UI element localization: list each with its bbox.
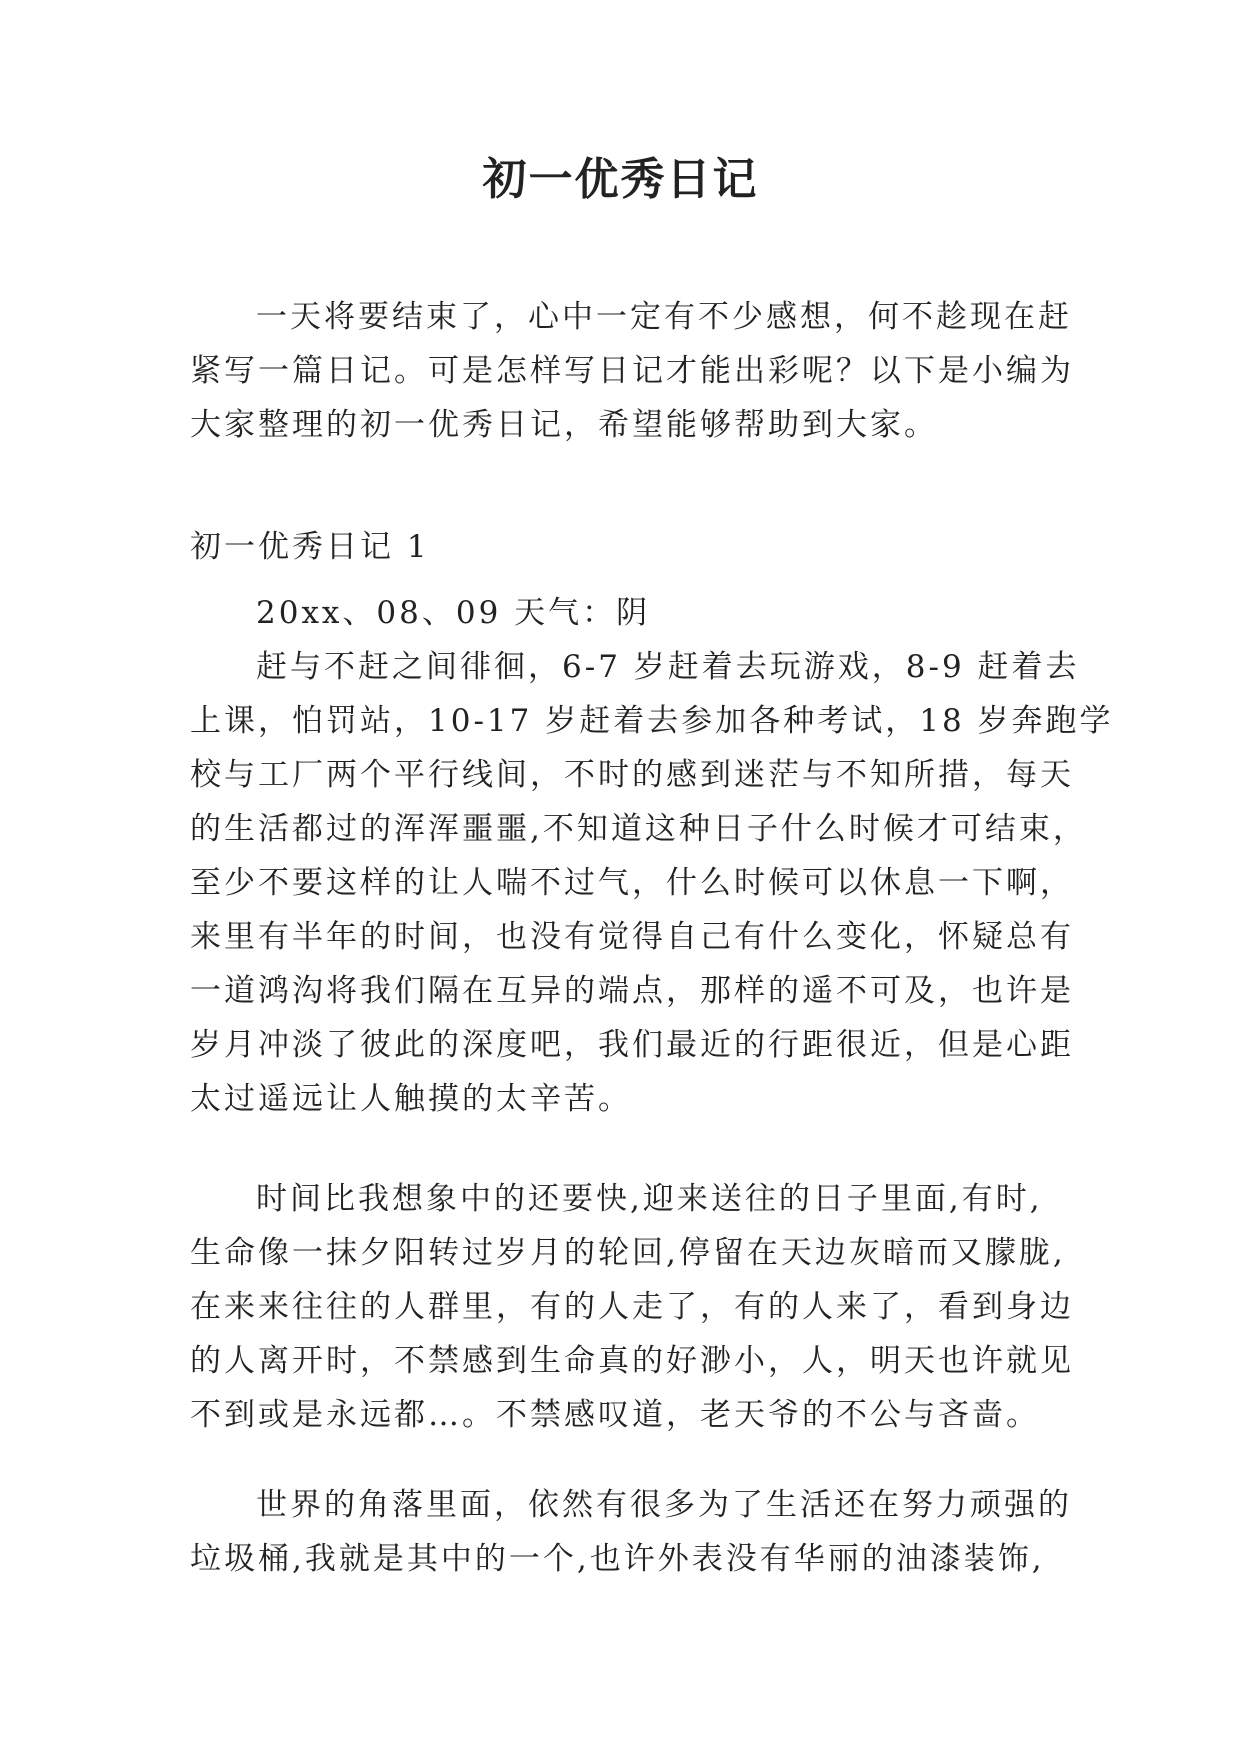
intro-line: 一天将要结束了，心中一定有不少感想，何不趁现在赶 (256, 299, 1072, 335)
paragraph-line: 一道鸿沟将我们隔在互异的端点，那样的遥不可及，也许是 (190, 973, 1074, 1009)
paragraph-line: 来里有半年的时间，也没有觉得自己有什么变化，怀疑总有 (190, 919, 1074, 955)
paragraph-line: 至少不要这样的让人喘不过气，什么时候可以休息一下啊， (190, 865, 1074, 901)
paragraph-line: 太过遥远让人触摸的太辛苦。 (190, 1081, 632, 1117)
section-heading (190, 520, 1052, 574)
body-paragraph-2 (190, 1172, 1074, 1442)
paragraph-line: 垃圾桶,我就是其中的一个,也许外表没有华丽的油漆装饰, (190, 1541, 1045, 1577)
paragraph-line: 校与工厂两个平行线间，不时的感到迷茫与不知所措，每天 (190, 757, 1074, 793)
paragraph-line: 不到或是永远都…。不禁感叹道，老天爷的不公与吝啬。 (190, 1397, 1040, 1433)
paragraph-line: 赶与不赶之间徘徊，6-7 岁赶着去玩游戏，8-9 赶着去 (256, 649, 1080, 685)
paragraph-line: 上课，怕罚站，10-17 岁赶着去参加各种考试，18 岁奔跑学 (190, 703, 1114, 739)
paragraph-line: 生命像一抹夕阳转过岁月的轮回,停留在天边灰暗而又朦胧, (190, 1235, 1066, 1271)
date-weather-line (190, 586, 1052, 640)
document-title: 初一优秀日记 (482, 154, 759, 205)
intro-line: 紧写一篇日记。可是怎样写日记才能出彩呢？以下是小编为 (190, 353, 1074, 389)
paragraph-line: 时间比我想象中的还要快,迎来送往的日子里面,有时, (256, 1181, 1043, 1217)
body-paragraph-3 (190, 1478, 1072, 1586)
paragraph-line: 在来来往往的人群里，有的人走了，有的人来了，看到身边 (190, 1289, 1074, 1325)
paragraph-line: 岁月冲淡了彼此的深度吧，我们最近的行距很近，但是心距 (190, 1027, 1074, 1063)
paragraph-line: 的人离开时，不禁感到生命真的好渺小，人，明天也许就见 (190, 1343, 1074, 1379)
intro-line: 大家整理的初一优秀日记，希望能够帮助到大家。 (190, 407, 938, 443)
paragraph-line: 世界的角落里面，依然有很多为了生活还在努力顽强的 (256, 1487, 1072, 1523)
date-weather-text: 20xx、08、09 天气：阴 (256, 595, 651, 631)
intro-paragraph (190, 290, 1074, 452)
section-heading-text: 初一优秀日记 1 (190, 529, 430, 565)
body-paragraph-1 (190, 640, 1114, 1126)
paragraph-line: 的生活都过的浑浑噩噩,不知道这种日子什么时候才可结束， (190, 811, 1087, 847)
